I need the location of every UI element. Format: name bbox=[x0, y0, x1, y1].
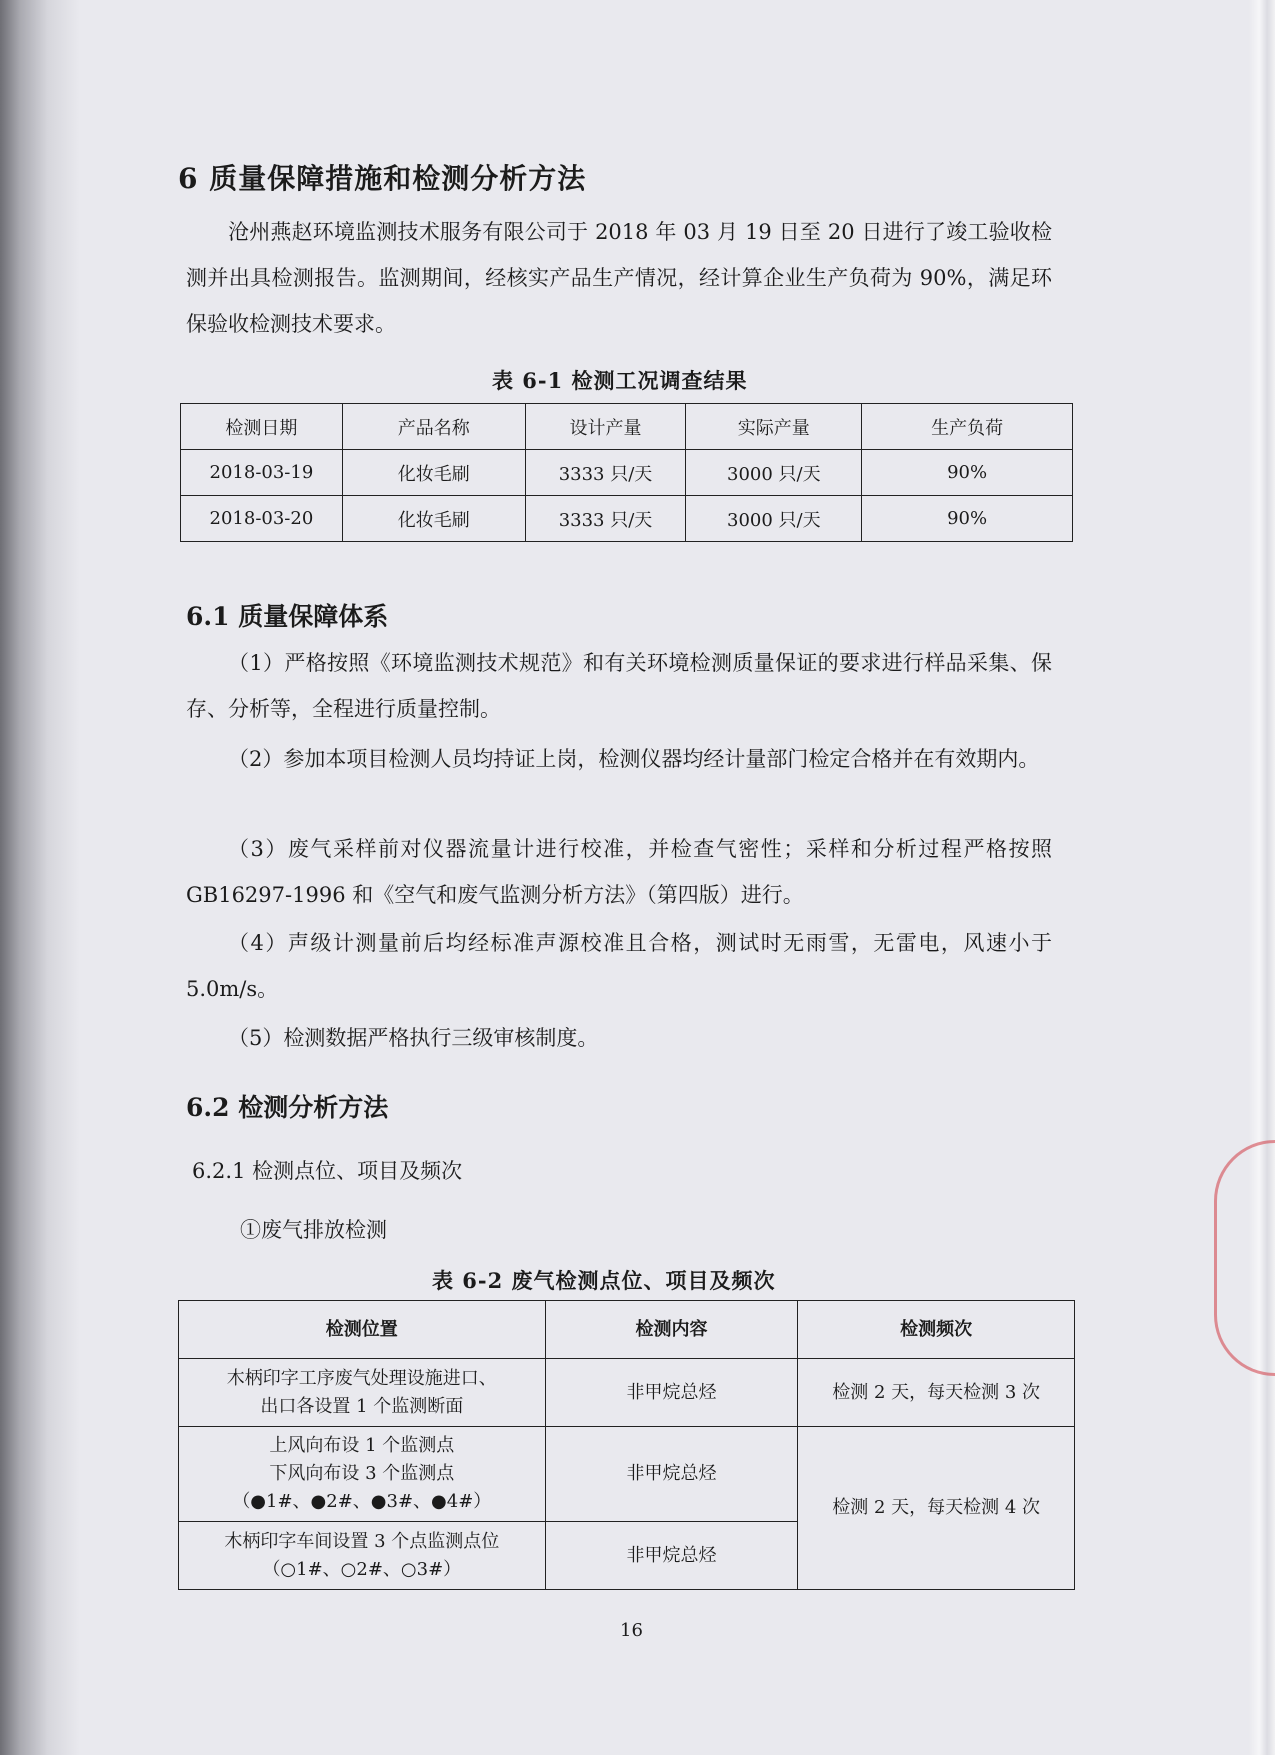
cell-content: 非甲烷总烃 bbox=[545, 1427, 798, 1522]
subsection-6-2-1-title: 6.2.1 检测点位、项目及频次 bbox=[192, 1159, 463, 1183]
header-date: 检测日期 bbox=[181, 404, 343, 450]
section-title: 6 质量保障措施和检测分析方法 bbox=[178, 162, 587, 195]
cell-product: 化妆毛刷 bbox=[342, 496, 525, 542]
header-actual-output: 实际产量 bbox=[686, 404, 862, 450]
position-line: 木柄印字工序废气处理设施进口、 bbox=[226, 1367, 497, 1389]
section-6-2-title: 6.2 检测分析方法 bbox=[186, 1093, 389, 1122]
page-number: 16 bbox=[620, 1620, 643, 1641]
cell-content: 非甲烷总烃 bbox=[545, 1359, 798, 1427]
cell-frequency: 检测 2 天，每天检测 3 次 bbox=[798, 1359, 1075, 1427]
header-product: 产品名称 bbox=[342, 404, 525, 450]
cell-content: 非甲烷总烃 bbox=[545, 1522, 798, 1590]
table-work-conditions bbox=[180, 403, 1073, 542]
cell-position bbox=[179, 1359, 546, 1427]
cell-date: 2018-03-19 bbox=[181, 450, 343, 496]
qa-item-5: （5）检测数据严格执行三级审核制度。 bbox=[228, 1026, 599, 1050]
qa-item-3: （3）废气采样前对仪器流量计进行校准，并检查气密性；采样和分析过程严格按照 GB16297-1996 和《空气和废气监测分析方法》（第四版）进行。 bbox=[186, 837, 1052, 907]
cell-date: 2018-03-20 bbox=[181, 496, 343, 542]
position-line: 上风向布设 1 个监测点 bbox=[269, 1435, 455, 1456]
header-design-output: 设计产量 bbox=[525, 404, 686, 450]
table-row bbox=[179, 1427, 1075, 1522]
table-exhaust-monitoring bbox=[178, 1300, 1075, 1590]
cell-design-output: 3333 只/天 bbox=[525, 450, 686, 496]
position-line: 下风向布设 3 个监测点 bbox=[269, 1463, 455, 1484]
table-row bbox=[181, 450, 1073, 496]
cell-product: 化妆毛刷 bbox=[342, 450, 525, 496]
cell-actual-output: 3000 只/天 bbox=[686, 496, 862, 542]
exhaust-item-label: ①废气排放检测 bbox=[240, 1218, 387, 1242]
table-row bbox=[179, 1359, 1075, 1427]
position-line: （●1#、●2#、●3#、●4#） bbox=[232, 1491, 492, 1512]
cell-design-output: 3333 只/天 bbox=[525, 496, 686, 542]
header-position: 检测位置 bbox=[179, 1301, 546, 1359]
header-load: 生产负荷 bbox=[862, 404, 1073, 450]
position-line: 出口各设置 1 个监测断面 bbox=[260, 1395, 464, 1417]
position-line: 木柄印字车间设置 3 个点监测点位 bbox=[224, 1530, 500, 1552]
qa-item-1: （1）严格按照《环境监测技术规范》和有关环境检测质量保证的要求进行样品采集、保存、分析等，全程进行质量控制。 bbox=[186, 651, 1052, 721]
table-header-row bbox=[181, 404, 1073, 450]
cell-frequency: 检测 2 天，每天检测 4 次 bbox=[798, 1427, 1075, 1590]
table2-caption: 表 6-2 废气检测点位、项目及频次 bbox=[432, 1268, 776, 1293]
cell-load: 90% bbox=[862, 496, 1073, 542]
position-line: （○1#、○2#、○3#） bbox=[262, 1558, 462, 1580]
intro-paragraph: 沧州燕赵环境监测技术服务有限公司于 2018 年 03 月 19 日至 20 日进行了竣工验收检测并出具检测报告。监测期间，经核实产品生产情况，经计算企业生产负荷为 90%，满足环保验收检测技术要求。 bbox=[186, 220, 1052, 336]
qa-item-4: （4）声级计测量前后均经标准声源校准且合格，测试时无雨雪，无雷电，风速小于 5.0m/s。 bbox=[186, 931, 1052, 1001]
cell-position bbox=[179, 1522, 546, 1590]
table-header-row bbox=[179, 1301, 1075, 1359]
qa-item-2: （2）参加本项目检测人员均持证上岗，检测仪器均经计量部门检定合格并在有效期内。 bbox=[228, 747, 1040, 771]
table-row bbox=[181, 496, 1073, 542]
header-frequency: 检测频次 bbox=[798, 1301, 1075, 1359]
section-6-1-title: 6.1 质量保障体系 bbox=[186, 602, 389, 631]
table1-caption: 表 6-1 检测工况调查结果 bbox=[492, 368, 748, 393]
cell-position bbox=[179, 1427, 546, 1522]
header-content: 检测内容 bbox=[545, 1301, 798, 1359]
cell-load: 90% bbox=[862, 450, 1073, 496]
cell-actual-output: 3000 只/天 bbox=[686, 450, 862, 496]
